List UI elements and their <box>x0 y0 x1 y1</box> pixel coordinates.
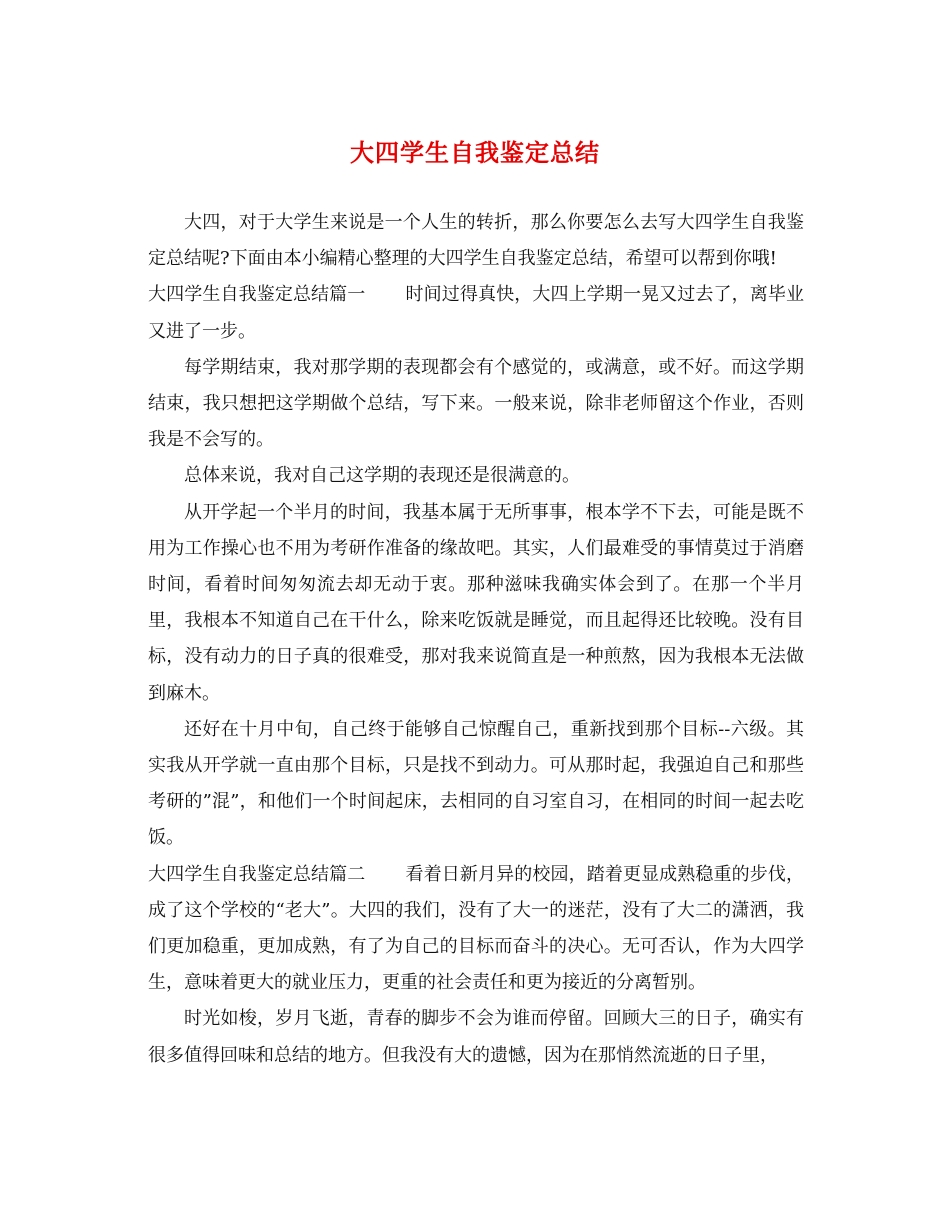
section-text: 时间过得真快，大四上学期一晃又过去了，离毕业又进了一步。 <box>148 284 805 342</box>
document-body <box>148 205 804 1074</box>
paragraph: 每学期结束，我对那学期的表现都会有个感觉的，或满意，或不好。而这学期结束，我只想把这学期做个总结，写下来。一般来说，除非老师留这个作业，否则我是不会写的。 <box>148 356 804 451</box>
section-heading: 大四学生自我鉴定总结篇二 <box>148 863 366 885</box>
section-heading: 大四学生自我鉴定总结篇一 <box>148 284 366 306</box>
paragraph-section-two <box>148 857 804 1002</box>
paragraph-intro: 大四，对于大学生来说是一个人生的转折，那么你要怎么去写大四学生自我鉴定总结呢?下面由本小编精心整理的大四学生自我鉴定总结，希望可以帮到你哦! <box>148 212 804 270</box>
page-title: 大四学生自我鉴定总结 <box>350 138 600 167</box>
paragraph-section-one <box>148 277 804 349</box>
paragraph: 时光如梭，岁月飞逝，青春的脚步不会为谁而停留。回顾大三的日子，确实有很多值得回味和总结的地方。但我没有大的遗憾，因为在那悄然流逝的日子里， <box>148 1008 804 1066</box>
paragraph: 总体来说，我对自己这学期的表现还是很满意的。 <box>184 465 580 487</box>
section-text: 看着日新月异的校园，踏着更显成熟稳重的步伐，成了这个学校的“老大”。大四的我们，没有了大一的迷茫，没有了大二的潇洒，我们更加稳重，更加成熟，有了为自己的目标而奋斗的决心。无可否认，作为大四学生，意味着更大的就业压力，更重的社会责任和更为接近的分离暂别。 <box>148 863 805 994</box>
paragraph: 还好在十月中旬，自己终于能够自己惊醒自己，重新找到那个目标--六级。其实我从开学就一直由那个目标，只是找不到动力。可从那时起，我强迫自己和那些考研的”混”，和他们一个时间起床，去相同的自习室自习，在相同的时间一起去吃饭。 <box>148 718 804 849</box>
paragraph: 从开学起一个半月的时间，我基本属于无所事事，根本学不下去，可能是既不用为工作操心也不用为考研作准备的缘故吧。其实，人们最难受的事情莫过于消磨时间，看着时间匆匆流去却无动于衷。那种滋味我确实体会到了。在那一个半月里，我根本不知道自己在干什么，除来吃饭就是睡觉，而且起得还比较晚。没有目标，没有动力的日子真的很难受，那对我来说简直是一种煎熬，因为我根本无法做到麻木。 <box>148 501 804 704</box>
